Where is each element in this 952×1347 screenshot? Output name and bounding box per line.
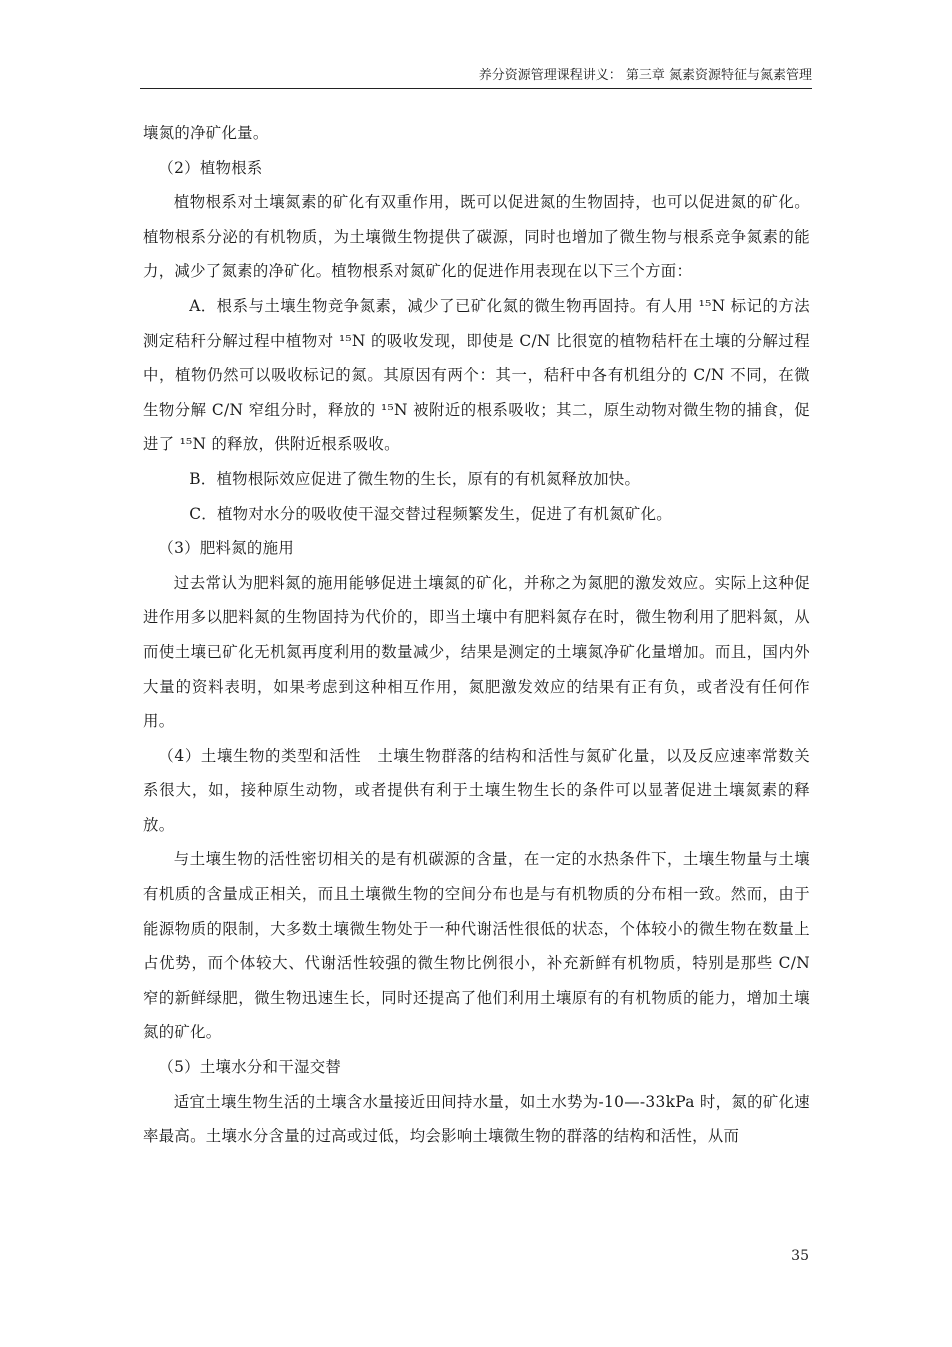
list-item-a: A．根系与土壤生物竞争氮素，减少了已矿化氮的微生物再固持。有人用 ¹⁵N 标记的方法测定秸秆分解过程中植物对 ¹⁵N 的吸收发现，即使是 C/N 比很宽的植物秸杆在土壤的分解过程中，植物仍然可以吸收标记的氮。其原因有两个：其一，秸秆中各有机组分的 C/N 不同，在微生物分解 C/N 窄组分时，释放的 ¹⁵N 被附近的根系吸收；其二，原生动物对微生物的捕食，促进了 ¹⁵N 的释放，供附近根系吸收。 (143, 296, 810, 454)
paragraph-soil-moisture: 适宜土壤生物生活的土壤含水量接近田间持水量，如土水势为-10—-33kPa 时，氮的矿化速率最高。土壤水分含量的过高或过低，均会影响土壤微生物的群落的结构和活性，从而 (143, 1092, 810, 1146)
paragraph-fertilizer: 过去常认为肥料氮的施用能够促进土壤氮的矿化，并称之为氮肥的激发效应。实际上这种促进作用多以肥料氮的生物固持为代价的，即当土壤中有肥料氮存在时，微生物利用了肥料氮，从而使土壤已矿化无机氮再度利用的数量减少，结果是测定的土壤氮净矿化量增加。而且，国内外大量的资料表明，如果考虑到这种相互作用，氮肥激发效应的结果有正有负，或者没有任何作用。 (143, 573, 810, 731)
section-heading-plant-roots: （2）植物根系 (158, 158, 263, 177)
section-heading-soil-moisture: （5）土壤水分和干湿交替 (158, 1058, 342, 1077)
page-number: 35 (791, 1248, 809, 1264)
running-header: 养分资源管理课程讲义： 第三章 氮素资源特征与氮素管理 (478, 68, 812, 83)
section-heading-soil-organisms: （4）土壤生物的类型和活性 土壤生物群落的结构和活性与氮矿化量，以及反应速率常数关系很大，如，接种原生动物，或者提供有利于土壤生物生长的条件可以显著促进土壤氮素的释放。 (143, 746, 810, 834)
section-heading-fertilizer: （3）肥料氮的施用 (158, 539, 295, 558)
document-body (143, 116, 810, 1154)
list-item-b: B．植物根际效应促进了微生物的生长，原有的有机氮释放加快。 (189, 469, 641, 488)
paragraph-roots-intro: 植物根系对土壤氮素的矿化有双重作用，既可以促进氮的生物固持，也可以促进氮的矿化。植物根系分泌的有机物质，为土壤微生物提供了碳源，同时也增加了微生物与根系竞争氮素的能力，减少了氮素的净矿化。植物根系对氮矿化的促进作用表现在以下三个方面： (143, 193, 810, 281)
paragraph-organic-carbon: 与土壤生物的活性密切相关的是有机碳源的含量，在一定的水热条件下，土壤生物量与土壤有机质的含量成正相关，而且土壤微生物的空间分布也是与有机物质的分布相一致。然而，由于能源物质的限制，大多数土壤微生物处于一种代谢活性很低的状态，个体较小的微生物在数量上占优势，而个体较大、代谢活性较强的微生物比例很小，补充新鲜有机物质，特别是那些 C/N 窄的新鲜绿肥，微生物迅速生长，同时还提高了他们利用土壤原有的有机物质的能力，增加土壤氮的矿化。 (143, 850, 810, 1042)
list-item-c: C．植物对水分的吸收使干湿交替过程频繁发生，促进了有机氮矿化。 (189, 504, 672, 523)
paragraph-continuation: 壤氮的净矿化量。 (143, 124, 269, 142)
header-divider (140, 88, 812, 89)
